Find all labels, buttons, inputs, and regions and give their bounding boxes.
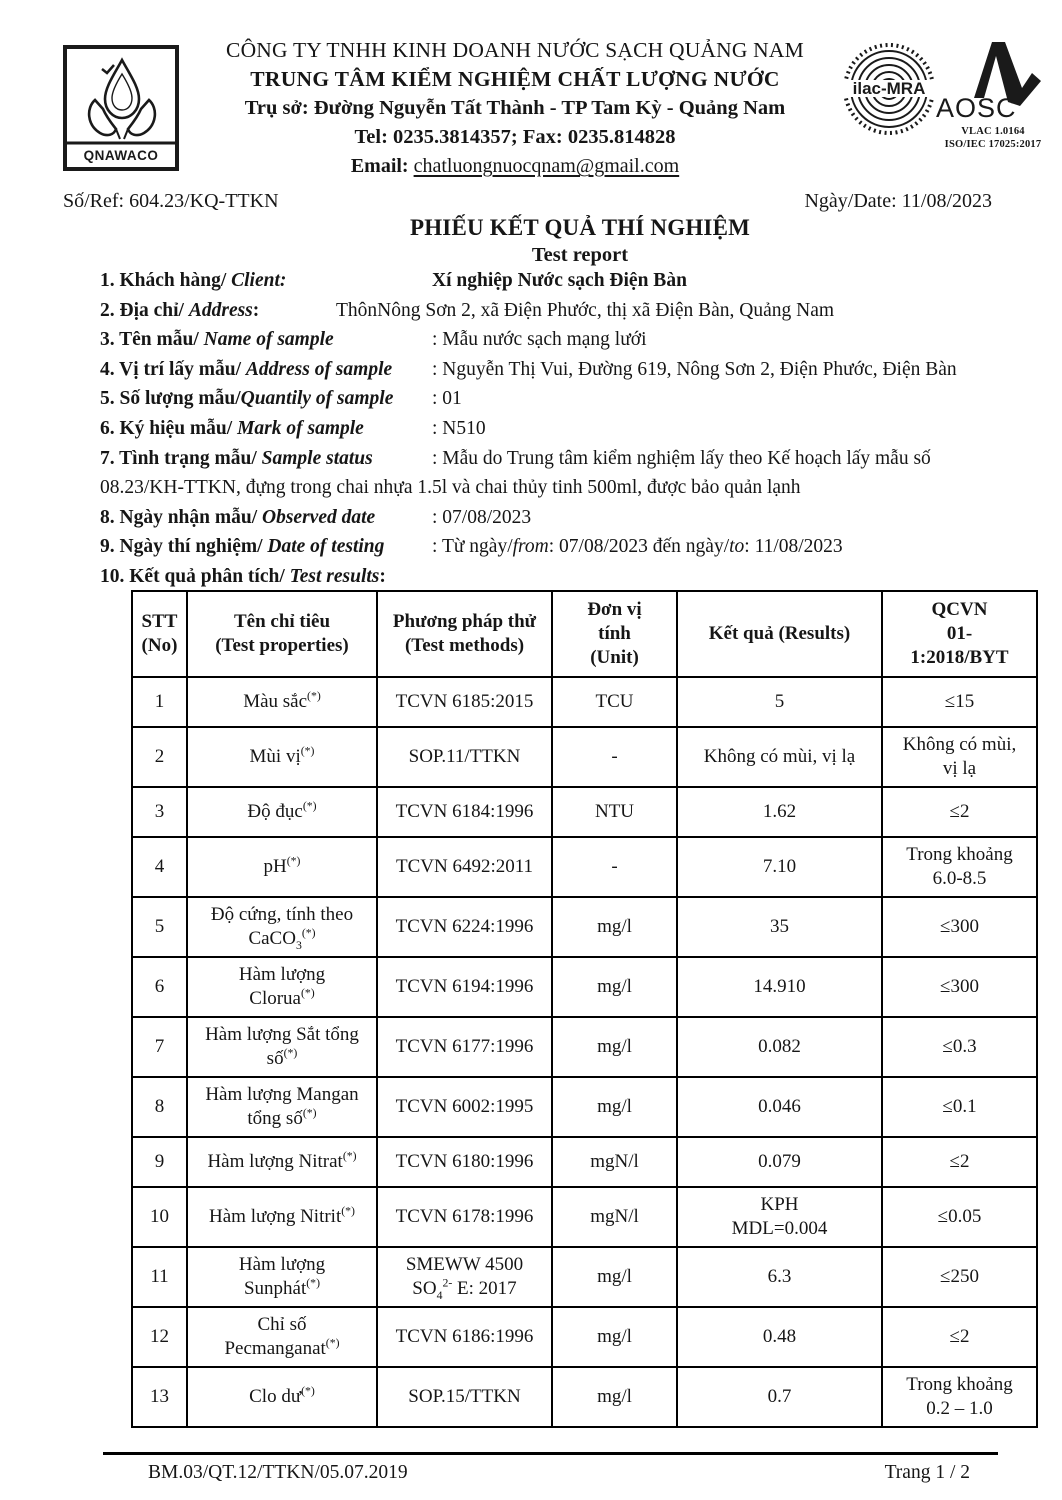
cell-no: 5 <box>132 897 187 957</box>
cell-property: Độ đục(*) <box>187 787 377 837</box>
cell-result: KPH MDL=0.004 <box>677 1187 882 1247</box>
info-value: : N510 <box>432 417 486 439</box>
cell-unit: - <box>552 727 677 787</box>
cell-result: Không có mùi, vị lạ <box>677 727 882 787</box>
email-line <box>170 152 860 181</box>
info-label: 3. Tên mẫu/ Name of sample <box>100 329 334 351</box>
cell-method: SMEWW 4500 $SO_4^{2-}$ E: 2017 <box>377 1247 552 1307</box>
cell-unit: mg/l <box>552 1247 677 1307</box>
table-row <box>132 1017 1037 1077</box>
cell-unit: mg/l <box>552 1307 677 1367</box>
document-code: BM.03/QT.12/TTKN/05.07.2019 <box>148 1462 408 1483</box>
info-label: 5. Số lượng mẫu/Quantily of sample <box>100 388 394 410</box>
cell-property: Hàm lượng Nitrit(*) <box>187 1187 377 1247</box>
info-row-testing-date <box>100 532 1008 562</box>
cell-no: 6 <box>132 957 187 1017</box>
email-label: Email: <box>350 155 409 177</box>
cell-limit: ≤300 <box>882 897 1037 957</box>
cell-property: pH(*) <box>187 837 377 897</box>
meta-row <box>63 190 992 213</box>
cell-result: 7.10 <box>677 837 882 897</box>
tel-fax-line: Tel: 0235.3814357; Fax: 0235.814828 <box>354 126 676 148</box>
info-value: ThônNông Sơn 2, xã Điện Phước, thị xã Điện Bàn, Quảng Nam <box>336 299 835 321</box>
cell-unit: mg/l <box>552 1077 677 1137</box>
cell-method: TCVN 6224:1996 <box>377 897 552 957</box>
results-table-body <box>132 677 1037 1427</box>
cell-result: 35 <box>677 897 882 957</box>
cell-limit: ≤0.05 <box>882 1187 1037 1247</box>
cell-property: Hàm lượng Nitrat(*) <box>187 1137 377 1187</box>
cell-limit: Trong khoảng 0.2 – 1.0 <box>882 1367 1037 1427</box>
cell-limit: ≤0.3 <box>882 1017 1037 1077</box>
cell-limit: ≤300 <box>882 957 1037 1017</box>
info-label: 4. Vị trí lấy mẫu/ Address of sample <box>100 358 393 380</box>
cell-result: 0.079 <box>677 1137 882 1187</box>
cell-unit: mg/l <box>552 1017 677 1077</box>
cell-unit: mg/l <box>552 1367 677 1427</box>
cell-no: 13 <box>132 1367 187 1427</box>
table-row <box>132 1367 1037 1427</box>
info-row-status <box>100 444 1008 503</box>
cell-property: Độ cứng, tính theo CaCO$_3$(*) <box>187 897 377 957</box>
cell-method: TCVN 6184:1996 <box>377 787 552 837</box>
table-row <box>132 1247 1037 1307</box>
cell-property: Hàm lượng Sunphát(*) <box>187 1247 377 1307</box>
info-label: 9. Ngày thí nghiệm/ Date of testing <box>100 536 385 558</box>
cell-unit: mgN/l <box>552 1137 677 1187</box>
cell-limit: Không có mùi, vị lạ <box>882 727 1037 787</box>
table-row <box>132 1307 1037 1367</box>
cell-property: Clo dư(*) <box>187 1367 377 1427</box>
info-label: 2. Địa chỉ/ Address: <box>100 299 260 321</box>
cell-result: 1.62 <box>677 787 882 837</box>
qnawaco-logo <box>62 44 180 172</box>
table-row <box>132 1077 1037 1137</box>
info-label: 7. Tình trạng mẫu/ Sample status <box>100 447 373 469</box>
cell-property: Chỉ số Pecmanganat(*) <box>187 1307 377 1367</box>
info-value: : 01 <box>432 388 462 410</box>
cell-method: TCVN 6185:2015 <box>377 677 552 727</box>
cert-iso: ISO/IEC 17025:2017 <box>944 139 1042 150</box>
cell-property: Hàm lượng Mangan tổng số(*) <box>187 1077 377 1137</box>
info-label: 1. Khách hàng/ Client: <box>100 270 287 291</box>
info-row-address <box>100 296 1008 326</box>
info-row-mark <box>100 414 1008 444</box>
email-link[interactable]: chatluongnuocqnam@gmail.com <box>413 155 680 177</box>
cell-no: 1 <box>132 677 187 727</box>
cell-method: TCVN 6180:1996 <box>377 1137 552 1187</box>
footer-row <box>148 1462 970 1484</box>
info-row-observed-date <box>100 503 1008 533</box>
col-header-no: STT (No) <box>132 591 187 677</box>
col-header-property: Tên chỉ tiêu (Test properties) <box>187 591 377 677</box>
cell-method: TCVN 6186:1996 <box>377 1307 552 1367</box>
info-label: 8. Ngày nhận mẫu/ Observed date <box>100 506 376 528</box>
svg-text:AOSC: AOSC <box>936 93 1017 120</box>
cell-unit: mg/l <box>552 957 677 1017</box>
cell-result: 0.082 <box>677 1017 882 1077</box>
cell-result: 0.046 <box>677 1077 882 1137</box>
cell-unit: mgN/l <box>552 1187 677 1247</box>
table-row <box>132 837 1037 897</box>
table-row <box>132 727 1037 787</box>
cell-no: 10 <box>132 1187 187 1247</box>
info-row-sample-address <box>100 355 1008 385</box>
info-value: Xí nghiệp Nước sạch Điện Bàn <box>432 270 687 291</box>
cell-no: 2 <box>132 727 187 787</box>
info-row-quantity <box>100 384 1008 414</box>
ilac-mra-icon <box>843 38 935 140</box>
cell-method: TCVN 6178:1996 <box>377 1187 552 1247</box>
table-row <box>132 957 1037 1017</box>
cell-property: Hàm lượng Clorua(*) <box>187 957 377 1017</box>
footer-divider <box>103 1452 998 1455</box>
cell-limit: ≤0.1 <box>882 1077 1037 1137</box>
cell-limit: Trong khoảng 6.0-8.5 <box>882 837 1037 897</box>
info-row-results-heading <box>100 562 1008 592</box>
address-line: Trụ sở: Đường Nguyễn Tất Thành - TP Tam Kỳ - Quảng Nam <box>244 97 786 119</box>
cell-method: TCVN 6194:1996 <box>377 957 552 1017</box>
letterhead <box>170 36 860 181</box>
info-value: : Từ ngày/from: 07/08/2023 đến ngày/to: 11/08/2023 <box>432 536 843 558</box>
cell-limit: ≤250 <box>882 1247 1037 1307</box>
cell-method: TCVN 6492:2011 <box>377 837 552 897</box>
center-name: TRUNG TÂM KIỂM NGHIỆM CHẤT LƯỢNG NƯỚC <box>250 67 780 91</box>
cell-limit: ≤15 <box>882 677 1037 727</box>
cell-no: 8 <box>132 1077 187 1137</box>
table-row <box>132 897 1037 957</box>
info-label: 6. Ký hiệu mẫu/ Mark of sample <box>100 417 364 439</box>
info-value: : Mẫu nước sạch mạng lưới <box>432 329 647 351</box>
info-value: : Nguyễn Thị Vui, Đường 619, Nông Sơn 2, Điện Phước, Điện Bàn <box>432 358 957 380</box>
cell-method: SOP.11/TTKN <box>377 727 552 787</box>
cell-unit: NTU <box>552 787 677 837</box>
cell-method: SOP.15/TTKN <box>377 1367 552 1427</box>
cell-no: 9 <box>132 1137 187 1187</box>
ref-number: Số/Ref: 604.23/KQ-TTKN <box>63 190 279 212</box>
cell-property: Hàm lượng Sắt tổng số(*) <box>187 1017 377 1077</box>
cell-unit: TCU <box>552 677 677 727</box>
cell-result: 0.7 <box>677 1367 882 1427</box>
table-row <box>132 1187 1037 1247</box>
cell-no: 11 <box>132 1247 187 1307</box>
info-label: 10. Kết quả phân tích/ Test results: <box>100 565 386 587</box>
cell-unit: - <box>552 837 677 897</box>
cell-result: 6.3 <box>677 1247 882 1307</box>
cell-result: 14.910 <box>677 957 882 1017</box>
cell-no: 7 <box>132 1017 187 1077</box>
info-row-client <box>100 266 1008 296</box>
cell-result: 0.48 <box>677 1307 882 1367</box>
title-block <box>155 215 1005 267</box>
cell-result: 5 <box>677 677 882 727</box>
cell-no: 12 <box>132 1307 187 1367</box>
page-title: PHIẾU KẾT QUẢ THÍ NGHIỆM <box>409 215 751 240</box>
report-date: Ngày/Date: 11/08/2023 <box>804 190 992 212</box>
col-header-result: Kết quả (Results) <box>677 591 882 677</box>
aosc-icon <box>934 36 1052 120</box>
cell-property: Màu sắc(*) <box>187 677 377 727</box>
table-row <box>132 677 1037 727</box>
cell-unit: mg/l <box>552 897 677 957</box>
cell-no: 3 <box>132 787 187 837</box>
ilac-mra-logo <box>843 38 935 140</box>
cert-vlac: VLAC 1.0164 <box>961 126 1025 137</box>
info-row-sample-name <box>100 325 1008 355</box>
page-subtitle: Test report <box>531 244 629 266</box>
page-number: Trang 1 / 2 <box>884 1462 970 1483</box>
cell-method: TCVN 6002:1995 <box>377 1077 552 1137</box>
cell-limit: ≤2 <box>882 1137 1037 1187</box>
aosc-logo <box>934 36 1052 166</box>
cell-property: Mùi vị(*) <box>187 727 377 787</box>
svg-text:ilac-MRA: ilac-MRA <box>852 79 926 98</box>
svg-text:QNAWACO: QNAWACO <box>83 148 159 163</box>
water-drop-hands-icon <box>62 44 180 172</box>
col-header-limit: QCVN 01- 1:2018/BYT <box>882 591 1037 677</box>
table-header-row <box>132 591 1037 677</box>
cell-method: TCVN 6177:1996 <box>377 1017 552 1077</box>
table-row <box>132 1137 1037 1187</box>
table-row <box>132 787 1037 837</box>
cell-limit: ≤2 <box>882 1307 1037 1367</box>
cell-no: 4 <box>132 837 187 897</box>
sample-info <box>100 266 1008 592</box>
info-value: : Mẫu do Trung tâm kiểm nghiệm lấy theo Kế hoạch lấy mẫu số 08.23/KH-TTKN, đựng trong chai nhựa 1.5l và chai thủy tinh 500ml, được bảo quản lạnh <box>100 447 931 499</box>
cell-limit: ≤2 <box>882 787 1037 837</box>
col-header-unit: Đơn vị tính (Unit) <box>552 591 677 677</box>
info-value: : 07/08/2023 <box>432 506 532 528</box>
col-header-method: Phương pháp thử (Test methods) <box>377 591 552 677</box>
company-name: CÔNG TY TNHH KINH DOANH NƯỚC SẠCH QUẢNG NAM <box>226 38 804 62</box>
results-table <box>131 590 1038 1428</box>
